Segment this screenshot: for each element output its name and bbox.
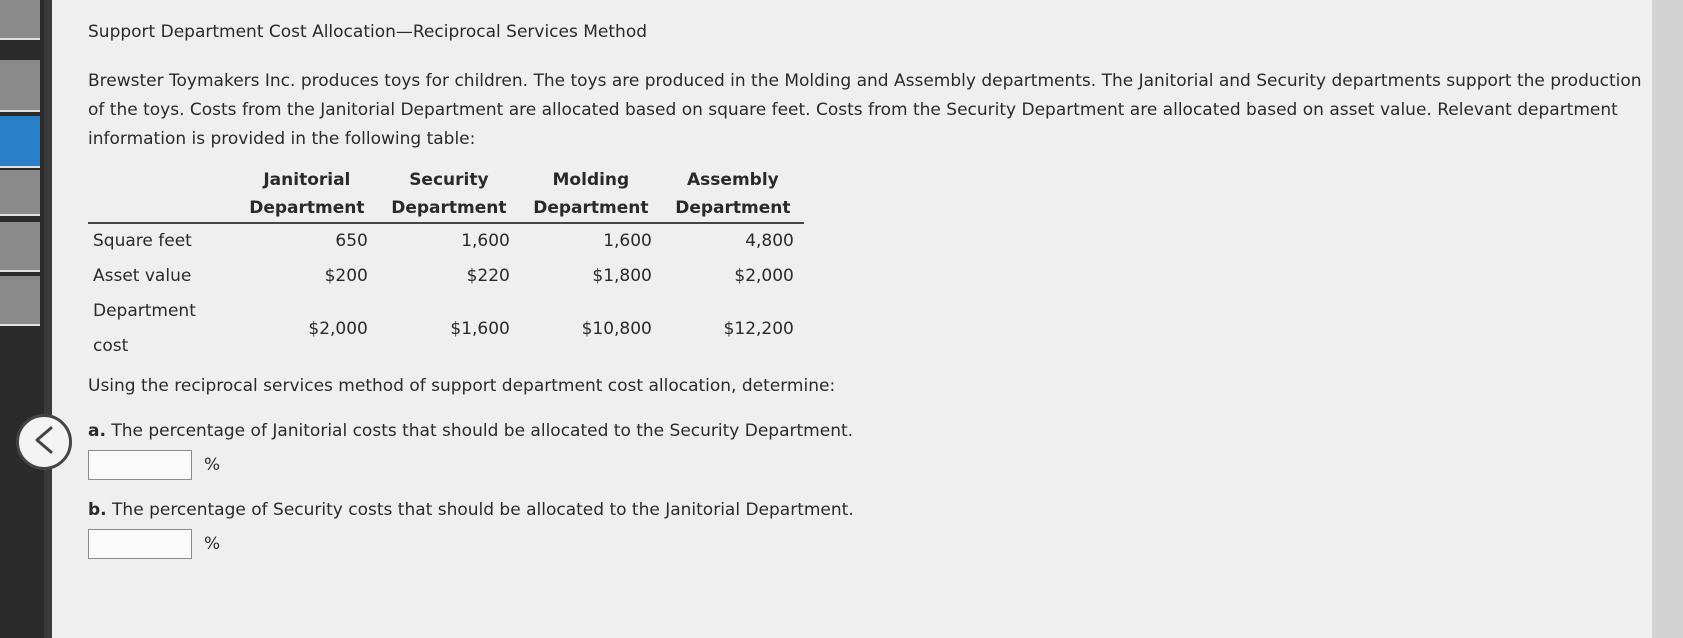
percent-unit: % xyxy=(204,454,221,475)
problem-content xyxy=(88,18,1648,559)
table-header-molding: Molding Department xyxy=(533,170,649,218)
answer-row xyxy=(88,529,1648,559)
sidebar-tab-active[interactable] xyxy=(0,116,40,168)
table-cell: $12,200 xyxy=(723,318,794,339)
table-row xyxy=(88,294,804,364)
table-cell: $200 xyxy=(324,266,368,286)
table-row xyxy=(88,259,804,294)
table-cell: $2,000 xyxy=(308,318,368,339)
table-cell: $10,800 xyxy=(581,318,652,339)
table-cell: 1,600 xyxy=(461,231,510,251)
table-header-blank xyxy=(88,166,236,223)
question-text: The percentage of Janitorial costs that should be allocated to the Security Department. xyxy=(111,421,854,441)
question-a-prompt xyxy=(88,417,1648,446)
problem-title: Support Department Cost Allocation—Reciprocal Services Method xyxy=(88,22,648,42)
question-b xyxy=(88,496,1648,559)
left-sidebar xyxy=(0,0,44,638)
sidebar-tab[interactable] xyxy=(0,276,40,326)
row-label: Asset value xyxy=(93,266,192,286)
problem-intro: Brewster Toymakers Inc. produces toys for children. The toys are produced in the Molding and Assembly departments. The Janitorial and Security departments support the production of the toys. Costs from the Janitorial Department are allocated based on square feet. Costs from the Security Department are allocated based on asset value. Relevant department information is provided in the following table: xyxy=(88,71,1642,149)
table-cell: $1,800 xyxy=(592,266,652,286)
table-cell: $220 xyxy=(466,266,510,286)
answer-b-input[interactable] xyxy=(88,529,192,559)
table-cell: 4,800 xyxy=(745,231,794,251)
sidebar-tab[interactable] xyxy=(0,222,40,272)
table-header-security: Security Department xyxy=(391,170,507,218)
percent-unit: % xyxy=(204,533,221,554)
table-header-janitorial: Janitorial Department xyxy=(249,170,365,218)
row-label: Department cost xyxy=(93,301,196,356)
chevron-left-icon xyxy=(31,425,57,459)
row-label: Square feet xyxy=(93,231,192,251)
sidebar-tab[interactable] xyxy=(0,170,40,216)
table-header-assembly: Assembly Department xyxy=(675,170,791,218)
table-cell: $1,600 xyxy=(450,318,510,339)
question-letter: a. xyxy=(88,421,106,441)
table-row xyxy=(88,223,804,259)
table-cell: $2,000 xyxy=(734,266,794,286)
question-text: The percentage of Security costs that should be allocated to the Janitorial Department. xyxy=(112,500,854,520)
back-button[interactable] xyxy=(16,414,72,470)
table-cell: 1,600 xyxy=(603,231,652,251)
table-header-row xyxy=(88,166,804,223)
sidebar-tab[interactable] xyxy=(0,60,40,112)
page-edge xyxy=(44,0,52,638)
question-a xyxy=(88,417,1648,480)
answer-row xyxy=(88,450,1648,480)
instruction-text: Using the reciprocal services method of support department cost allocation, determine: xyxy=(88,376,836,396)
question-letter: b. xyxy=(88,500,107,520)
department-table xyxy=(88,166,804,364)
sidebar-tab[interactable] xyxy=(0,0,40,40)
answer-a-input[interactable] xyxy=(88,450,192,480)
question-b-prompt xyxy=(88,496,1648,525)
table-cell: 650 xyxy=(335,231,368,251)
page-shadow xyxy=(1652,0,1683,638)
